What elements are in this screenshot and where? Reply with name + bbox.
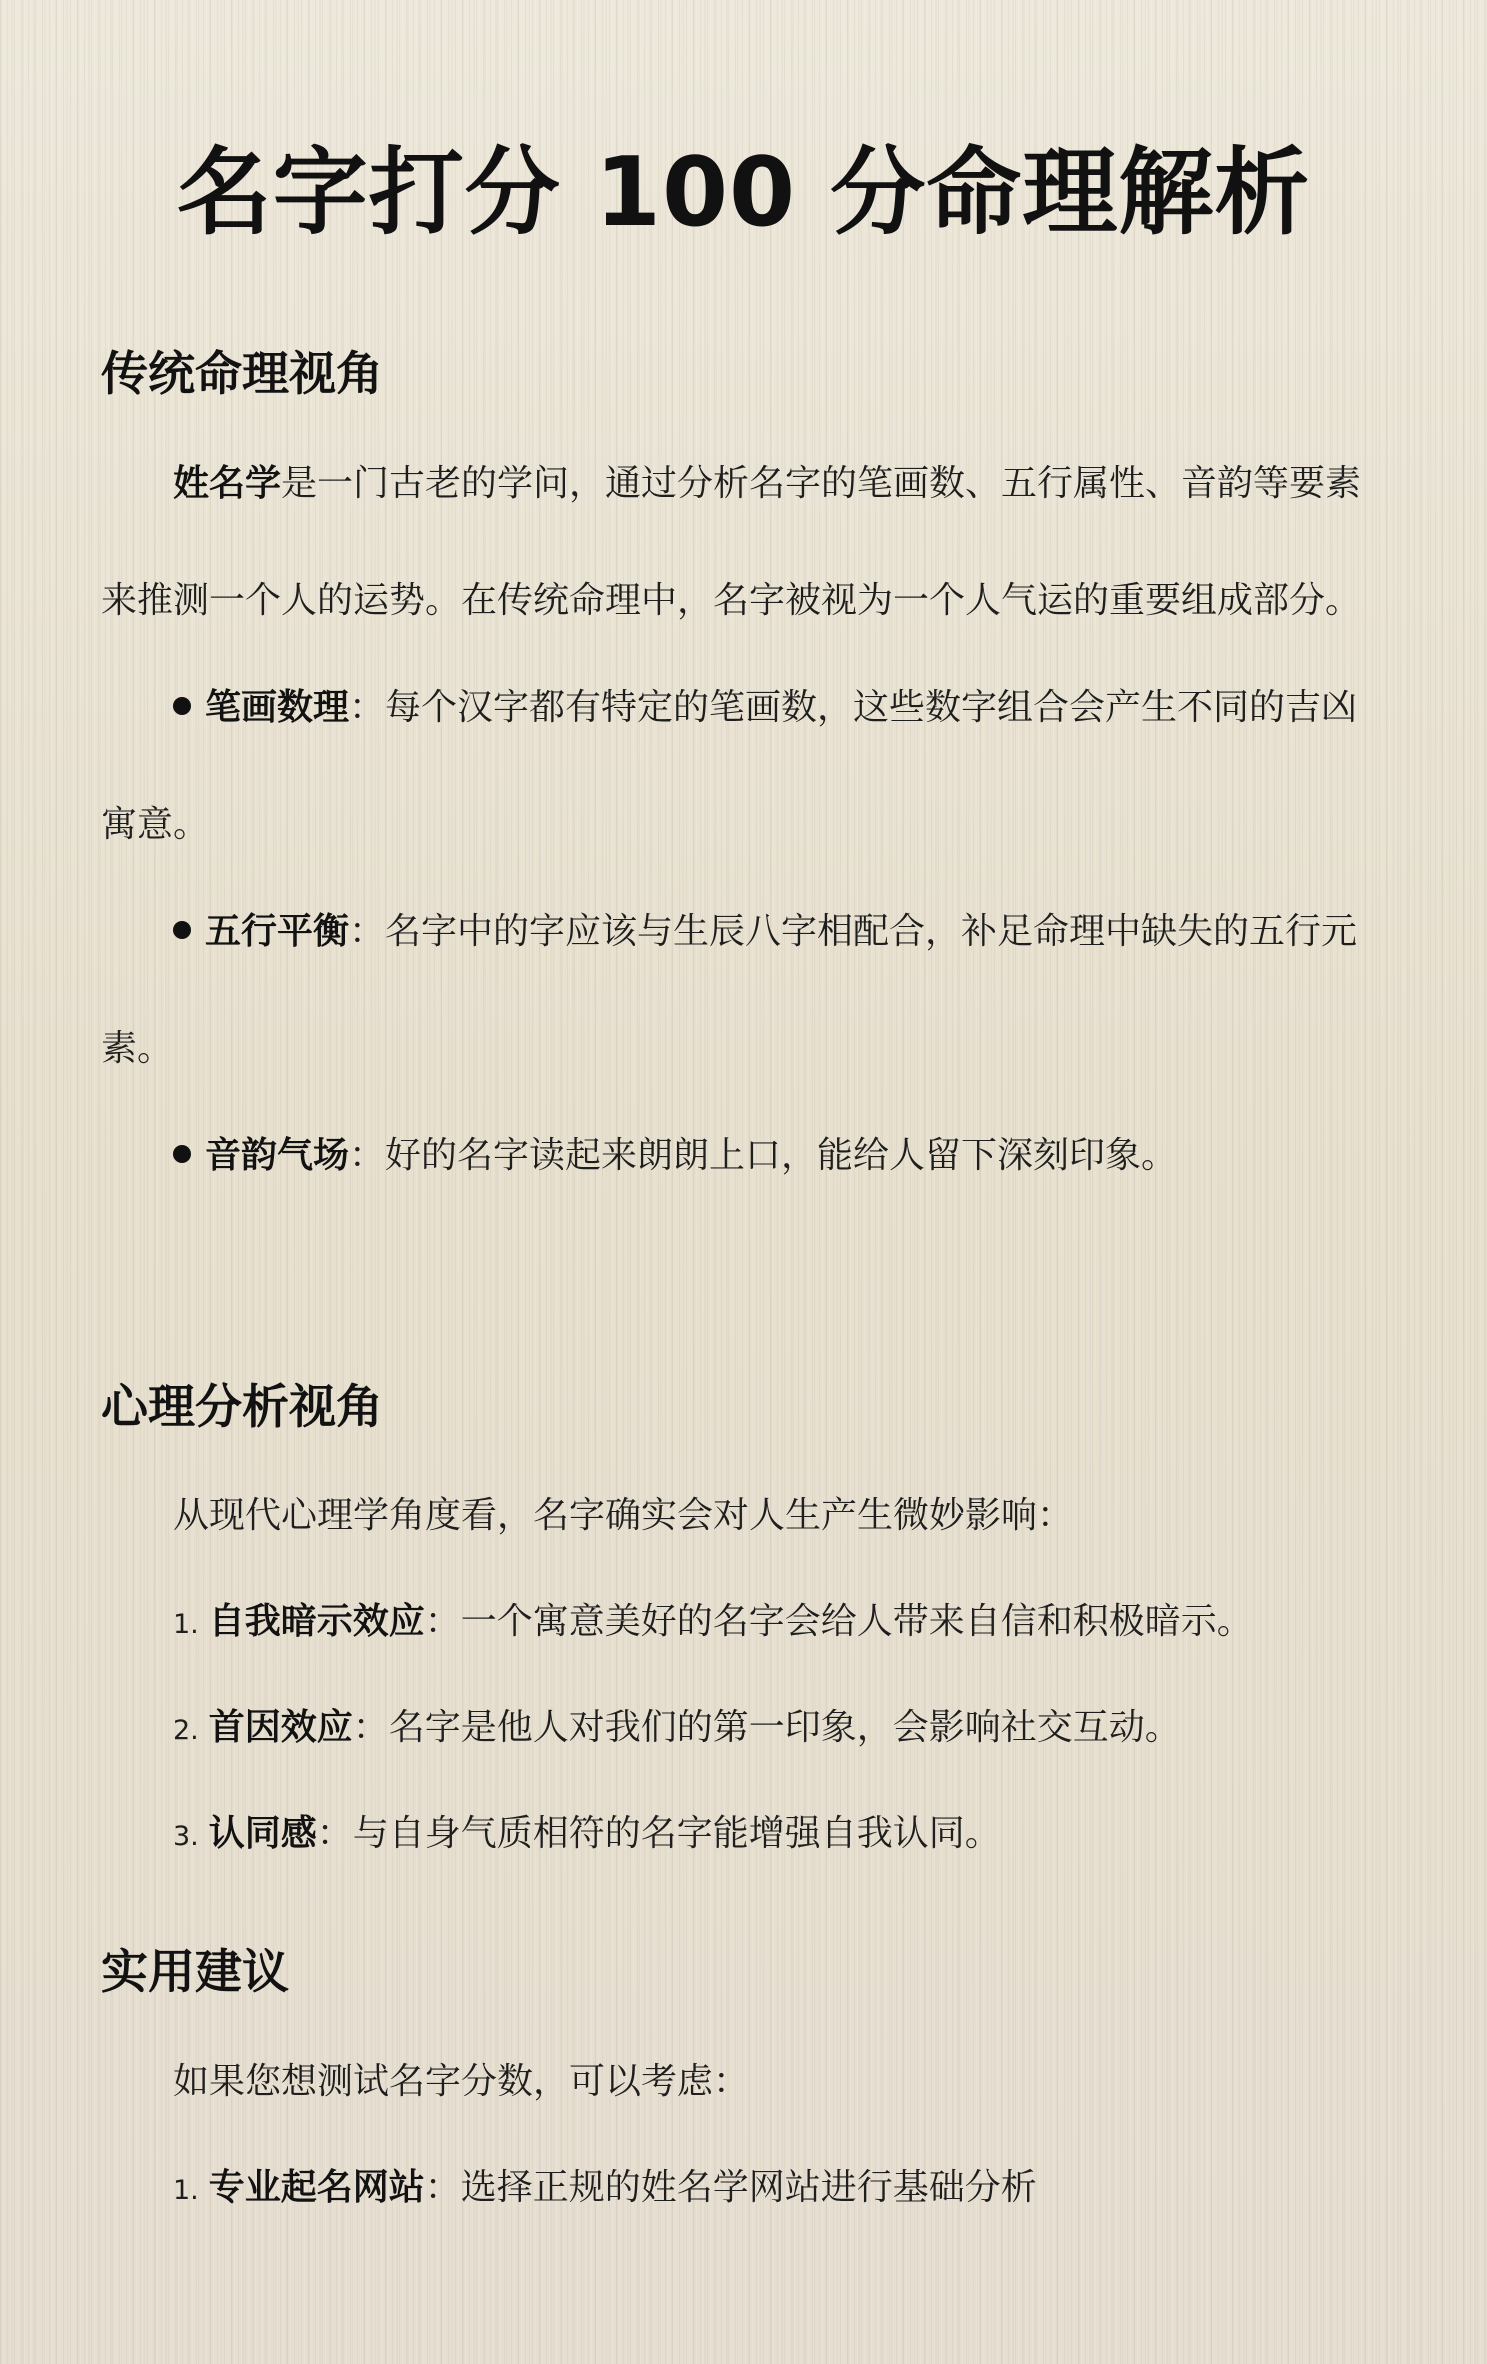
bullet-item xyxy=(101,649,1363,883)
section-traditional-body xyxy=(101,425,1363,1214)
section-heading-traditional: 传统命理视角 xyxy=(101,347,383,402)
bullet-text: ：每个汉字都有特定的笔画数，这些数字组合会产生不同的吉凶寓意。 xyxy=(101,687,1358,845)
bullet-text: ：好的名字读起来朗朗上口，能给人留下深刻印象。 xyxy=(349,1135,1178,1176)
list-item xyxy=(173,1698,1181,1761)
page-title: 名字打分 100 分命理解析 xyxy=(176,138,1311,248)
intro-bold-term: 姓名学 xyxy=(173,463,282,504)
list-text: ：与自身气质相符的名字能增强自我认同。 xyxy=(316,1813,1001,1854)
list-label: 自我暗示效应 xyxy=(208,1601,425,1642)
list-item xyxy=(173,1804,1001,1867)
intro-paragraph xyxy=(101,425,1363,659)
bullet-label: 五行平衡 xyxy=(205,911,350,952)
bullet-dot-icon xyxy=(173,921,191,939)
bullet-label: 音韵气场 xyxy=(205,1135,350,1176)
list-text: ：一个寓意美好的名字会给人带来自信和积极暗示。 xyxy=(424,1601,1253,1642)
list-item xyxy=(173,2158,1037,2221)
list-text: ：选择正规的姓名学网站进行基础分析 xyxy=(424,2167,1037,2208)
bullet-dot-icon xyxy=(173,1145,191,1163)
list-label: 首因效应 xyxy=(208,1707,353,1748)
section-heading-advice: 实用建议 xyxy=(101,1945,289,2000)
list-text: ：名字是他人对我们的第一印象，会影响社交互动。 xyxy=(352,1707,1181,1748)
bullet-item xyxy=(101,873,1363,1107)
list-number: 1. xyxy=(173,1609,199,1640)
list-label: 认同感 xyxy=(208,1813,317,1854)
section-heading-psychology: 心理分析视角 xyxy=(101,1380,383,1435)
bullet-dot-icon xyxy=(173,697,191,715)
intro-text: 是一门古老的学问，通过分析名字的笔画数、五行属性、音韵等要素来推测一个人的运势。在传统命理中，名字被视为一个人气运的重要组成部分。 xyxy=(101,463,1362,621)
list-number: 2. xyxy=(173,1715,199,1746)
list-item xyxy=(173,1592,1253,1655)
list-number: 1. xyxy=(173,2175,199,2206)
bullet-text: ：名字中的字应该与生辰八字相配合，补足命理中缺失的五行元素。 xyxy=(101,911,1358,1069)
bullet-label: 笔画数理 xyxy=(205,687,350,728)
list-label: 专业起名网站 xyxy=(208,2167,425,2208)
section-advice-intro: 如果您想测试名字分数，可以考虑： xyxy=(173,2061,750,2102)
bullet-item xyxy=(101,1097,1363,1214)
list-number: 3. xyxy=(173,1821,199,1852)
section-psychology-intro: 从现代心理学角度看，名字确实会对人生产生微妙影响： xyxy=(173,1495,1074,1536)
